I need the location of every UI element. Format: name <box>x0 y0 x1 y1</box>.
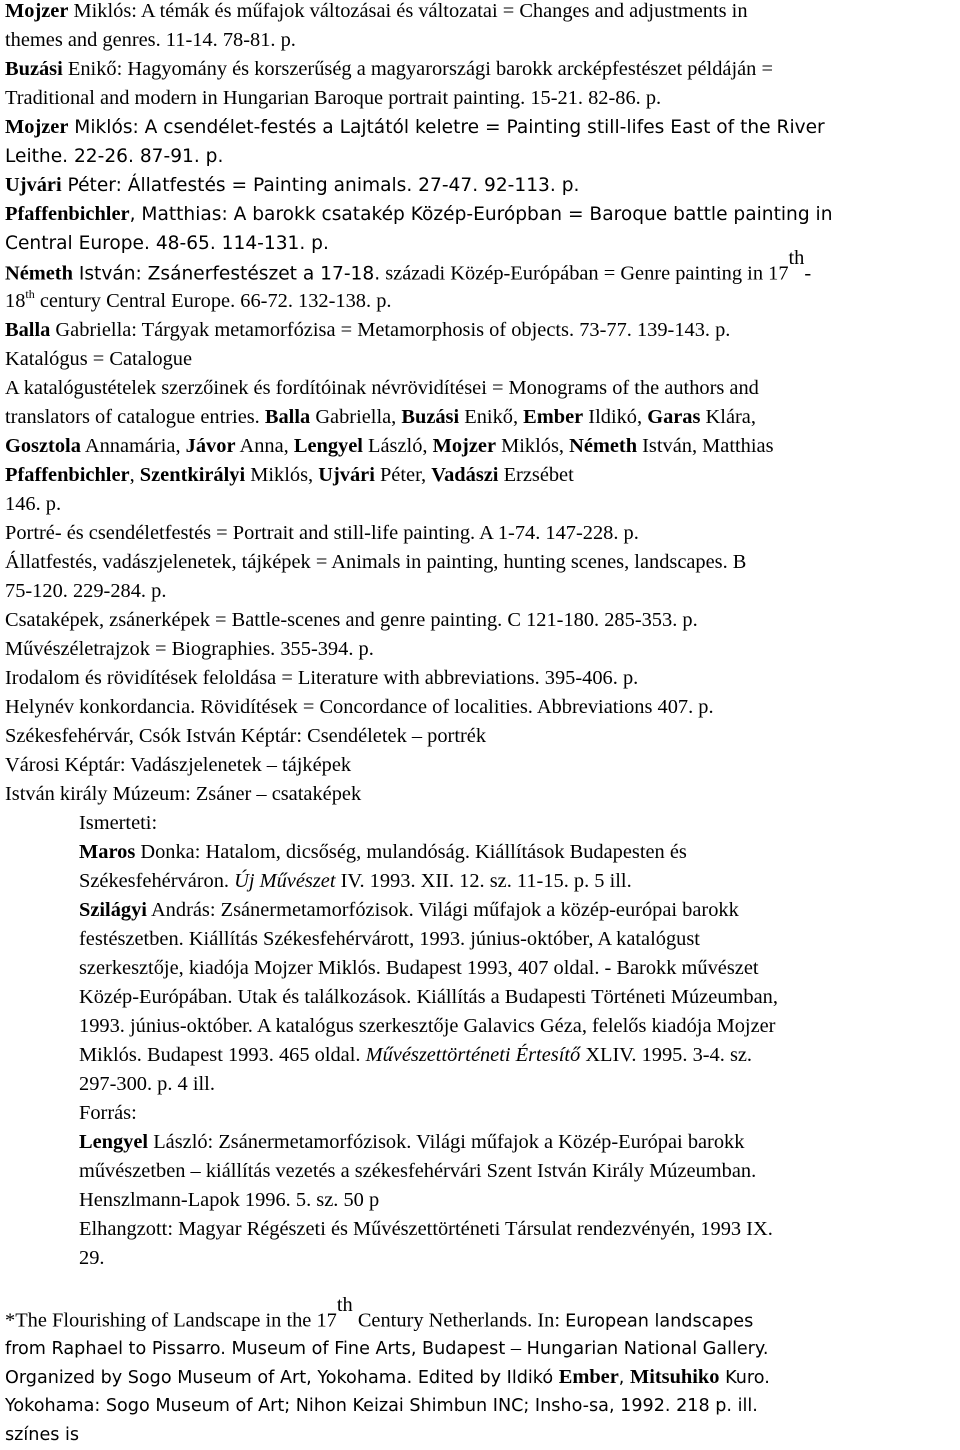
text-line: 1993. június-október. A katalógus szerkesztője Galavics Géza, felelős kiadója Mojzer <box>79 1015 776 1037</box>
text-line: festészetben. Kiállítás Székesfehérvárott, 1993. június-október, A katalógust <box>79 928 700 950</box>
text-line <box>5 247 812 288</box>
line-text: Enikő, <box>459 406 524 428</box>
text-line <box>5 113 825 142</box>
text-line: Leithe. 22-26. 87-91. p. <box>5 146 224 167</box>
text-line: Székesfehérvár, Csók István Képtár: Csendéletek – portrék <box>5 725 487 747</box>
footnote-line <box>5 1334 768 1364</box>
text-line: 297-300. p. 4 ill. <box>79 1073 215 1095</box>
author-name: Lengyel <box>293 435 363 457</box>
text-line <box>5 0 748 26</box>
author-name: Németh <box>569 435 638 457</box>
superscript: th <box>25 287 35 301</box>
line-text: századi Közép-Európában = Genre painting in 17 <box>380 262 789 285</box>
text-line: Traditional and modern in Hungarian Baroque portrait painting. 15-21. 82-86. p. <box>5 87 662 109</box>
text-line <box>5 171 579 200</box>
line-text: Annamária, <box>80 435 186 457</box>
author-name: Ujvári <box>5 174 62 196</box>
line-text: Century Netherlands. In: <box>352 1309 566 1332</box>
line-text: László, <box>362 435 433 457</box>
text-line: 29. <box>79 1247 105 1269</box>
text-line: Forrás: <box>79 1102 137 1124</box>
author-name: Gosztola <box>5 435 81 457</box>
line-text: Erzsébet <box>498 464 574 486</box>
text-line <box>79 896 739 925</box>
line-text: Miklós, <box>245 464 319 486</box>
text-line: István király Múzeum: Zsáner – csataképek <box>5 783 362 805</box>
line-text: Gabriella: Tárgyak metamorfózisa = Metamorphosis of objects. 73-77. 139-143. p. <box>50 319 731 341</box>
line-text: Miklós. Budapest 1993. 465 oldal. <box>79 1044 366 1066</box>
text-line: 75-120. 229-284. p. <box>5 580 167 602</box>
line-text: from Raphael to Pissarro. Museum of Fine Arts, Budapest <box>5 1339 511 1359</box>
author-name: Ember <box>558 1366 619 1388</box>
line-text: Miklós, <box>496 435 570 457</box>
line-text: András: Zsánermetamorfózisok. Világi műfajok a közép-európai barokk <box>146 899 739 921</box>
text-line: Közép-Európában. Utak és találkozások. Kiállítás a Budapesti Történeti Múzeumban, <box>79 986 778 1008</box>
line-text: Hungarian National Gallery. <box>521 1339 769 1359</box>
text-line: Katalógus = Catalogue <box>5 348 193 370</box>
author-name: Németh <box>5 262 73 285</box>
line-text: Miklós: A témák és műfajok változásai és változatai = Changes and adjustments in <box>68 0 748 22</box>
line-text: IV. 1993. XII. 12. sz. 11-15. p. 5 ill. <box>335 870 632 892</box>
text-line: A katalógustételek szerzőinek és fordítóinak névrövidítései = Monograms of the authors and <box>5 377 759 399</box>
text-line: Állatfestés, vadászjelenetek, tájképek = Animals in painting, hunting scenes, landscapes. B <box>5 551 747 573</box>
line-text: Enikő: Hagyomány és korszerűség a magyarországi barokk arcképfestészet példáján = <box>62 58 773 80</box>
author-name: Pfaffenbichler <box>5 203 130 225</box>
superscript: th <box>336 1294 353 1316</box>
text-line: Central Europe. 48-65. 114-131. p. <box>5 233 329 254</box>
line-text: , Matthias: A barokk csatakép Közép-Európban = Baroque battle painting in <box>129 204 833 225</box>
text-line: Portré- és csendéletfestés = Portrait and still-life painting. A 1-74. 147-228. p. <box>5 522 639 544</box>
line-text: *The Flourishing of Landscape in the 17 <box>5 1309 337 1332</box>
text-line: 146. p. <box>5 493 62 515</box>
author-name: Ujvári <box>318 464 375 486</box>
line-text: Anna, <box>235 435 294 457</box>
text-line: Városi Képtár: Vadászjelenetek – tájképek <box>5 754 352 776</box>
text-line <box>5 200 832 229</box>
text-line <box>5 55 773 84</box>
footnote-line: színes is <box>5 1425 80 1445</box>
line-text: European landscapes <box>565 1311 754 1332</box>
line-text: 18 <box>5 290 26 312</box>
author-name: Mojzer <box>5 0 69 22</box>
journal-title: Művészettörténeti Értesítő <box>365 1044 581 1066</box>
author-name: Maros <box>79 841 136 863</box>
author-name: Lengyel <box>79 1131 149 1153</box>
author-name: Vadászi <box>431 464 499 486</box>
author-name: Mojzer <box>5 116 69 138</box>
text-line <box>79 867 632 896</box>
author-name: Balla <box>264 406 311 428</box>
text-line <box>5 403 756 432</box>
line-text: , <box>618 1368 630 1388</box>
text-line: Művészéletrajzok = Biographies. 355-394. p. <box>5 638 374 660</box>
line-text: Péter: Állatfestés = Painting animals. 27-47. 92-113. p. <box>61 175 580 196</box>
author-name: Ember <box>523 406 584 428</box>
line-text: century Central Europe. 66-72. 132-138. p. <box>34 290 392 312</box>
text-line: Henszlmann-Lapok 1996. 5. sz. 50 p <box>79 1189 380 1211</box>
text-line: Elhangzott: Magyar Régészeti és Művészettörténeti Társulat rendezvényén, 1993 IX. <box>79 1218 773 1240</box>
line-text: XLIV. 1995. 3-4. sz. <box>580 1044 753 1066</box>
line-text: László: Zsánermetamorfózisok. Világi műfajok a Közép-Európai barokk <box>148 1131 745 1153</box>
author-name: Buzási <box>5 58 63 80</box>
line-text: Kuro. <box>719 1368 770 1388</box>
line-text: Gabriella, <box>310 406 402 428</box>
line-text: Székesfehérváron. <box>79 870 235 892</box>
line-text: Miklós: A csendélet-festés a Lajtától keletre = Painting still-lifes East of the River <box>68 117 825 138</box>
text-line: Irodalom és rövidítések feloldása = Literature with abbreviations. 395-406. p. <box>5 667 639 689</box>
line-text: Organized by Sogo Museum of Art, Yokohama. Edited by Ildikó <box>5 1368 559 1388</box>
text-line: Helynév konkordancia. Rövidítések = Concordance of localities. Abbreviations 407. p. <box>5 696 714 718</box>
line-text: - <box>804 262 812 285</box>
text-line <box>5 316 730 345</box>
line-text: – <box>510 1337 522 1359</box>
line-text: Donka: Hatalom, dicsőség, mulandóság. Kiállítások Budapesten és <box>135 841 687 863</box>
text-line: Csataképek, zsánerképek = Battle-scenes and genre painting. C 121-180. 285-353. p. <box>5 609 698 631</box>
footnote-line <box>5 1363 770 1393</box>
author-name: Buzási <box>401 406 460 428</box>
text-line: művészetben – kiállítás vezetés a székesfehérvári Szent István Király Múzeumban. <box>79 1160 757 1182</box>
author-name: Szilágyi <box>79 899 147 921</box>
text-line: szerkesztője, kiadója Mojzer Miklós. Budapest 1993, 407 oldal. - Barokk művészet <box>79 957 759 979</box>
text-line <box>5 432 774 461</box>
author-name: Garas <box>647 406 701 428</box>
line-text: Péter, <box>374 464 432 486</box>
text-line <box>79 838 687 867</box>
author-name: Jávor <box>185 435 236 457</box>
text-line <box>5 287 391 316</box>
line-text: translators of catalogue entries. <box>5 406 265 428</box>
footnote-line: Yokohama: Sogo Museum of Art; Nihon Keizai Shimbun INC; Insho-sa, 1992. 218 p. ill. <box>5 1396 758 1416</box>
text-line: themes and genres. 11-14. 78-81. p. <box>5 29 296 51</box>
author-name: Szentkirályi <box>139 464 246 486</box>
line-text: István, Matthias <box>637 435 774 457</box>
author-name: Balla <box>5 319 51 341</box>
author-name: Pfaffenbichler <box>5 464 130 486</box>
line-text: István: Zsánerfestészet a 17-18. <box>72 263 381 285</box>
line-text: Ildikó, <box>583 406 648 428</box>
line-text: , <box>129 464 140 486</box>
text-line <box>79 1041 752 1070</box>
journal-title: Új Művészet <box>234 870 336 892</box>
footnote-line <box>5 1294 754 1336</box>
text-line <box>5 461 574 490</box>
author-name: Mitsuhiko <box>629 1366 720 1388</box>
superscript: th <box>788 247 805 269</box>
text-line <box>79 1128 744 1157</box>
text-line: Ismerteti: <box>79 812 158 834</box>
author-name: Mojzer <box>432 435 496 457</box>
line-text: Klára, <box>700 406 756 428</box>
